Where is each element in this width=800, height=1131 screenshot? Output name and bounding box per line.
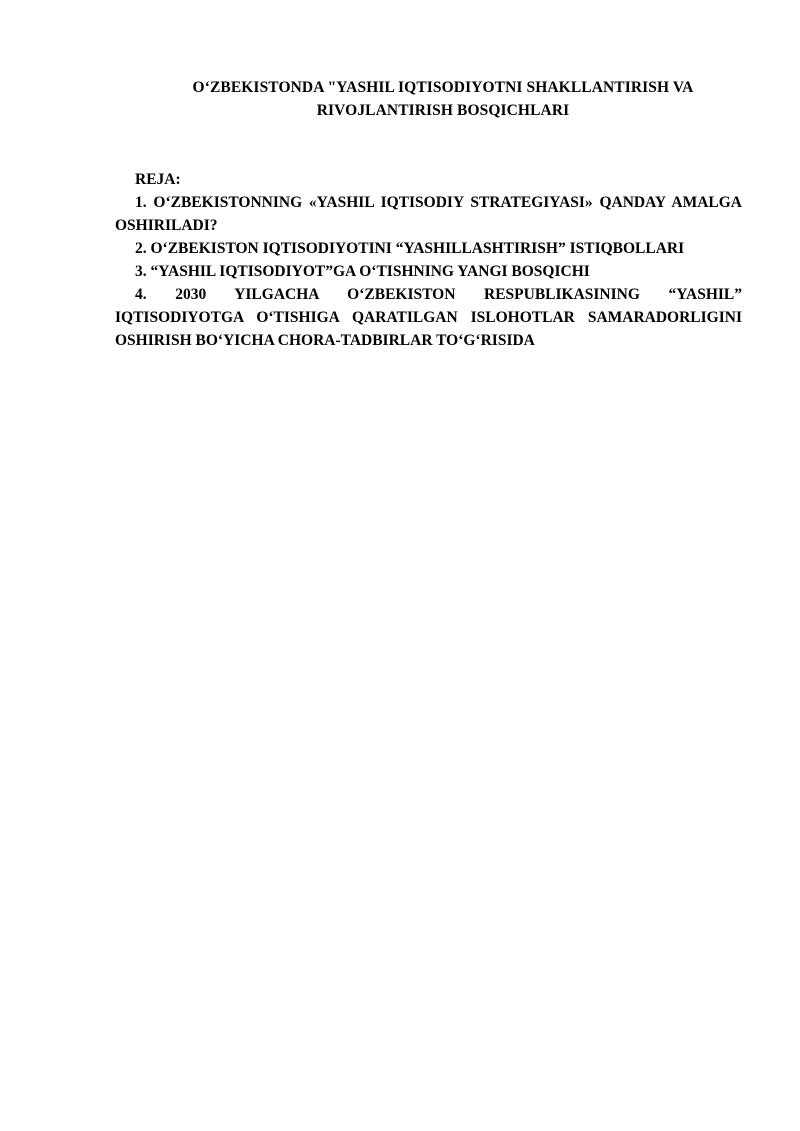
plan-section [115,168,742,352]
plan-heading: REJA: [135,171,181,188]
document-title: O‘ZBEKISTONDA "YASHIL IQTISODIYOTNI SHAKLLANTIRISH VA RIVOJLANTIRISH BOSQICHLARI [192,79,694,119]
plan-item-2: 2. O‘ZBEKISTON IQTISODIYOTINI “YASHILLASHTIRISH” ISTIQBOLLARI [135,240,685,257]
plan-item-1: 1. O‘ZBEKISTONNING «YASHIL IQTISODIY STRATEGIYASI» QANDAY AMALGA OSHIRILADI? [115,194,742,234]
plan-item-4: 4. 2030 YILGACHA O‘ZBEKISTON RESPUBLIKASINING “YASHIL” IQTISODIYOTGA O‘TISHIGA QARATILGAN ISLOHOTLAR SAMARADORLIGINI OSHIRISH BO‘YICHA CHORA-TADBIRLAR TO‘G‘RISIDA [115,286,742,349]
plan-item-3: 3. “YASHIL IQTISODIYOT”GA O‘TISHNING YANGI BOSQICHI [135,263,590,280]
